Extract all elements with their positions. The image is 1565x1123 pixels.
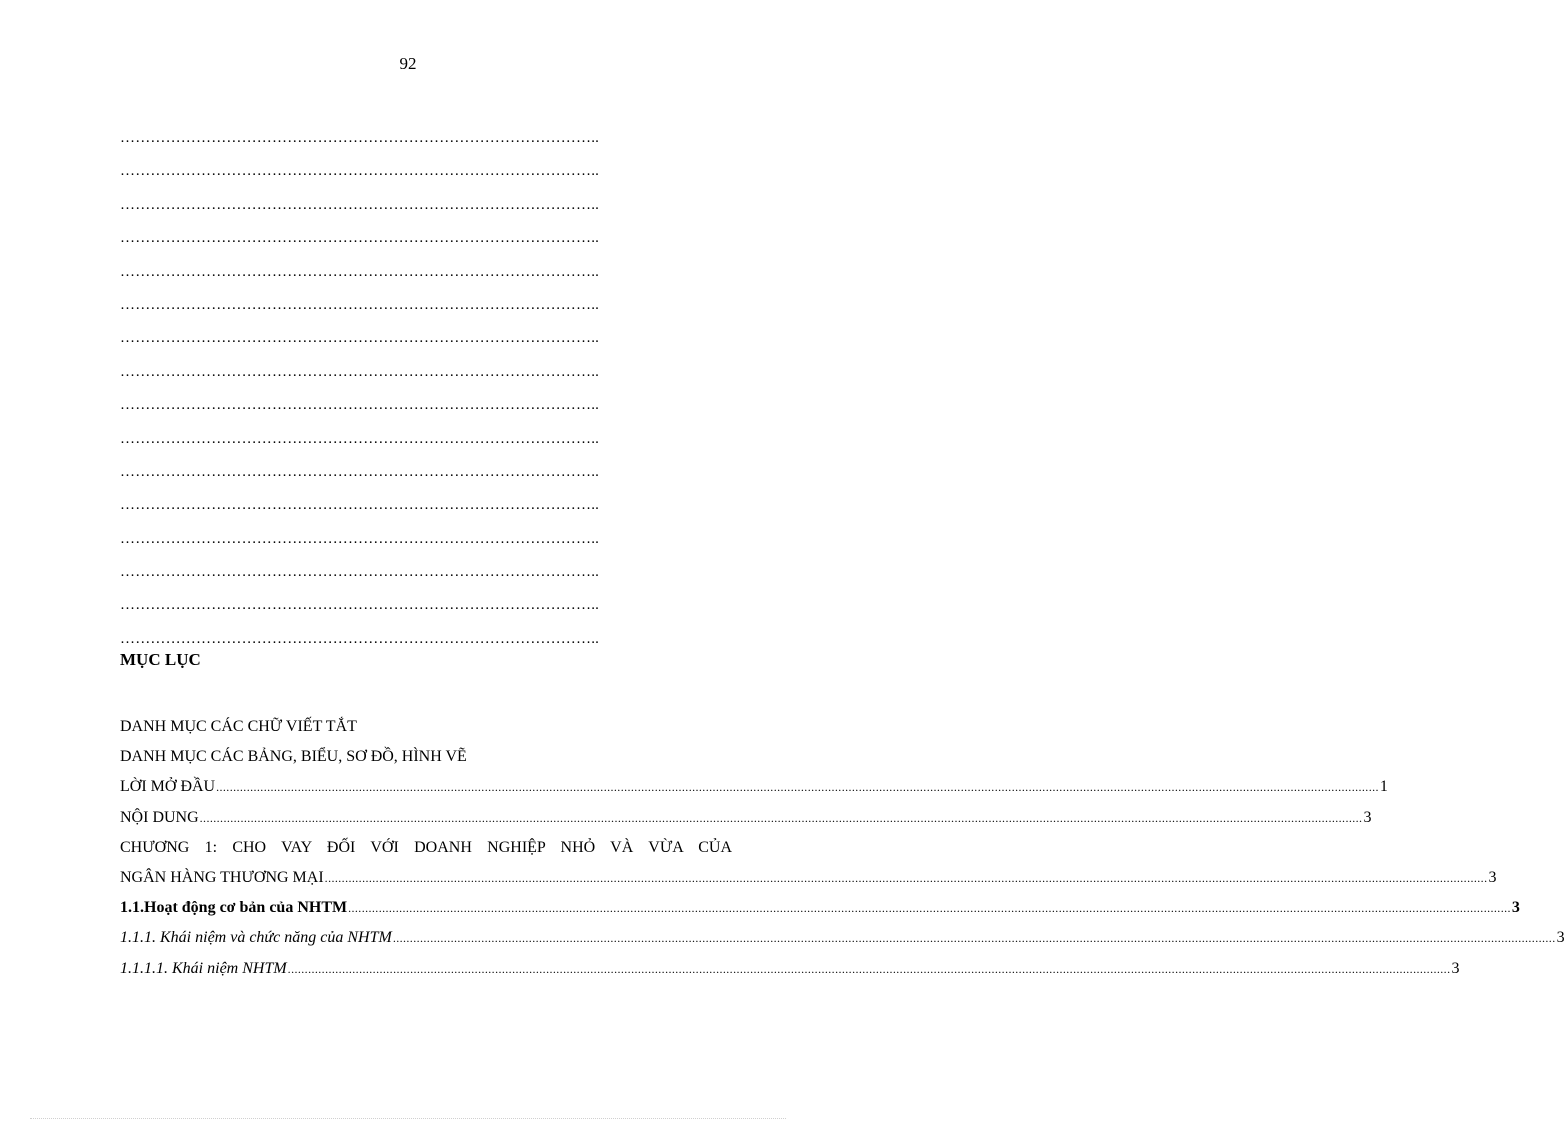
dotted-line: ………………………………………………………………………………….. [120,263,600,280]
toc-entry-label: NỘI DUNG [120,808,199,826]
toc-entry-chapter-1-cont[interactable] [120,863,1497,893]
toc-entry-section-1-1[interactable] [120,893,1520,923]
toc-leader-dots: ...................................................................................................................................................................................................................................................................................................................................................... [348,901,1511,916]
toc-entry-label: DANH MỤC CÁC BẢNG, BIỂU, SƠ ĐỒ, HÌNH VẼ [120,748,467,766]
dotted-line: ………………………………………………………………………………….. [120,296,600,313]
toc-page-number: 3 [1556,929,1565,947]
toc-leader-dots: ...................................................................................................................................................................................................................................................................................................................................................... [392,931,1556,946]
toc-page-number: 1 [1379,778,1388,796]
toc-entry-section-1-1-1-1[interactable] [120,954,1460,984]
dotted-line: ………………………………………………………………………………….. [120,497,600,514]
dotted-line: ………………………………………………………………………………….. [120,397,600,414]
dotted-line: ………………………………………………………………………………….. [120,463,600,480]
toc-entry-introduction[interactable] [120,772,1388,802]
page-number: 92 [399,54,417,73]
dotted-line: ………………………………………………………………………………….. [120,530,600,547]
toc-entry-label: Hoạt động cơ bản của NHTM [144,899,348,917]
toc-page-number: 3 [1511,899,1520,917]
toc-entry-label: 1.1.1.1. Khái niệm NHTM [120,959,287,977]
footer-divider [30,1118,786,1119]
toc-entry-label: LỜI MỞ ĐẦU [120,778,216,796]
toc-leader-dots: ...................................................................................................................................................................................................................................................................................................................................................... [216,780,1379,795]
dotted-line: ………………………………………………………………………………….. [120,597,600,614]
toc-entry-label: DANH MỤC CÁC CHỮ VIẾT TẮT [120,718,357,735]
toc-page-number: 3 [1488,868,1497,886]
dotted-line: ………………………………………………………………………………….. [120,330,600,347]
toc-leader-dots: ...................................................................................................................................................................................................................................................................................................................................................... [324,870,1488,885]
dotted-line: ………………………………………………………………………………….. [120,564,600,581]
toc-leader-dots: ...................................................................................................................................................................................................................................................................................................................................................... [287,961,1451,976]
toc-entry-label: NGÂN HÀNG THƯƠNG MẠI [120,868,324,886]
dotted-line: ………………………………………………………………………………….. [120,363,600,380]
toc-page-number: 3 [1363,808,1372,826]
toc-title: MỤC LỤC [120,650,201,669]
toc-entry-tables-figures[interactable] [120,742,732,772]
dotted-line: ………………………………………………………………………………….. [120,430,600,447]
table-of-contents [120,712,1565,984]
toc-entry-section-1-1-1[interactable] [120,923,1565,953]
dotted-line: ………………………………………………………………………………….. [120,196,600,213]
toc-leader-dots: ...................................................................................................................................................................................................................................................................................................................................................... [199,810,1363,825]
dotted-line: ………………………………………………………………………………….. [120,230,600,247]
toc-entry-label: CHƯƠNG 1: CHO VAY ĐỐI VỚI DOANH NGHIỆP NHỎ VÀ VỪA CỦA [120,838,732,856]
toc-section-number: 1.1. [120,899,144,917]
toc-entry-chapter-1[interactable] [120,833,732,863]
toc-entry-content[interactable] [120,803,1372,833]
dotted-line: ………………………………………………………………………………….. [120,630,600,647]
dotted-line: ………………………………………………………………………………….. [120,163,600,180]
toc-entry-label: 1.1.1. Khái niệm và chức năng của NHTM [120,929,392,947]
toc-page-number: 3 [1451,959,1460,977]
dotted-fill-lines [120,122,710,656]
toc-entry-abbreviations[interactable] [120,712,732,742]
dotted-line: ………………………………………………………………………………….. [120,130,600,146]
